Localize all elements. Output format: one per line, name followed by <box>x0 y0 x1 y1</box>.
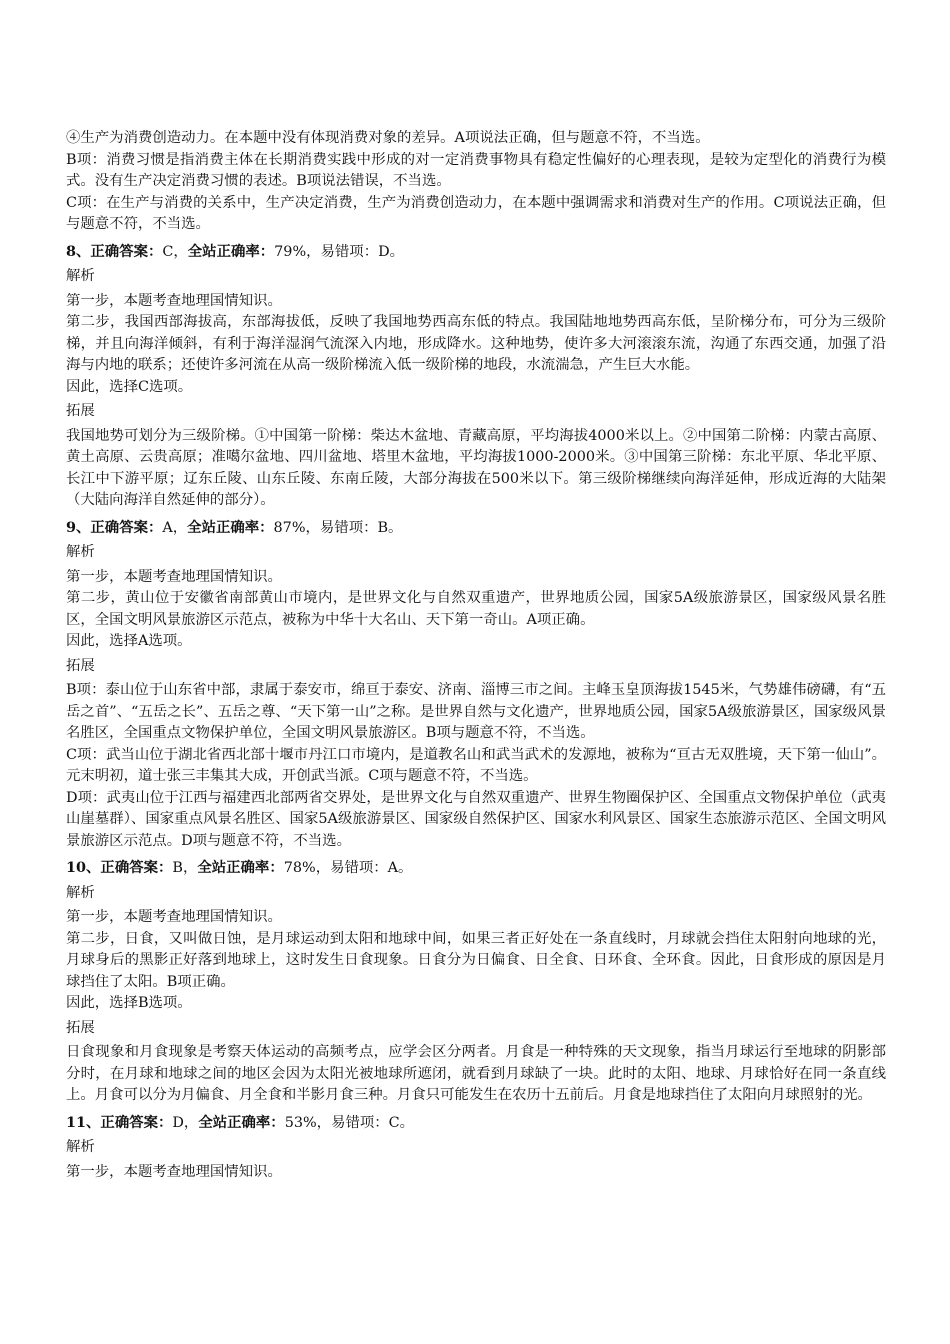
q11-rate-label: 全站正确率： <box>198 1113 285 1131</box>
q9-extension-b: B项：泰山位于山东省中部，隶属于泰安市，绵亘于泰安、济南、淄博三市之间。主峰玉皇顶海拔1545米，气势雄伟磅礴，有“五岳之首”、“五岳之长”、五岳之尊、“天下第一山”之称。是世界自然与文化遗产，世界地质公园，国家5A级旅游景区，国家级风景名胜区，全国重点文物保护单位，全国文明风景旅游区。B项与题意不符，不当选。 <box>66 682 886 741</box>
q10-answer-line <box>66 857 886 880</box>
q8-rate-value: 79%，易错项：D。 <box>274 243 405 260</box>
q10-extension-heading: 拓展 <box>66 1019 95 1036</box>
q9-step1: 第一步，本题考查地理国情知识。 <box>66 568 282 585</box>
q10-conclusion: 因此，选择B选项。 <box>66 995 192 1011</box>
q11-analysis-heading: 解析 <box>66 1139 95 1155</box>
q10-step1: 第一步，本题考查地理国情知识。 <box>66 909 282 925</box>
q8-rate-label: 全站正确率： <box>187 242 275 260</box>
document-page <box>66 128 886 1183</box>
q7-option-b-note: B项：消费习惯是指消费主体在长期消费实践中形成的对一定消费事物具有稳定性偏好的心理表现，是较为定型化的消费行为模式。没有生产决定消费习惯的表述。B项说法错误，不当选。 <box>66 151 886 189</box>
q9-rate-value: 87%，易错项：B。 <box>273 519 403 536</box>
q10-answer-label: 正确答案： <box>100 859 173 876</box>
q9-step2: 第二步，黄山位于安徽省南部黄山市境内，是世界文化与自然双重遗产，世界地质公园，国家5A级旅游景区，国家级风景名胜区，全国文明风景旅游区示范点，被称为中华十大名山、天下第一奇山。A项正确。 <box>66 590 886 628</box>
q9-number: 9、 <box>66 518 91 536</box>
q9-extension-c: C项：武当山位于湖北省西北部十堰市丹江口市境内，是道教名山和武当武术的发源地，被称为“亘古无双胜境，天下第一仙山”。元末明初，道士张三丰集其大成，开创武当派。C项与题意不符，不当选。 <box>66 746 886 784</box>
q8-answer-value: C， <box>162 243 188 260</box>
q8-conclusion: 因此，选择C选项。 <box>66 378 193 395</box>
q11-answer-line <box>66 1112 886 1135</box>
q11-rate-value: 53%，易错项：C。 <box>284 1114 415 1131</box>
q8-step2: 第二步，我国西部海拔高，东部海拔低，反映了我国地势西高东低的特点。我国陆地地势西高东低，呈阶梯分布，可分为三级阶梯，并且向海洋倾斜，有利于海洋湿润气流深入内地，形成降水。这种地势，使许多大河滚滚东流，沟通了东西交通，加强了沿海与内地的联系；还使许多河流在从高一级阶梯流入低一级阶梯的地段，水流湍急，产生巨大水能。 <box>66 314 886 373</box>
q8-answer-line <box>66 241 886 264</box>
q9-analysis-heading: 解析 <box>66 544 95 560</box>
q9-answer-label: 正确答案： <box>90 518 163 536</box>
q9-extension-d: D项：武夷山位于江西与福建西北部两省交界处，是世界文化与自然双重遗产、世界生物圈保护区、全国重点文物保护单位（武夷山崖墓群）、国家重点风景名胜区、国家5A级旅游景区、国家级自然保护区、国家水利风景区、国家生态旅游示范区、全国文明风景旅游区示范点。D项与题意不符，不当选。 <box>66 789 886 849</box>
q8-answer-label: 正确答案： <box>90 242 163 260</box>
q9-answer-value: A， <box>162 519 188 536</box>
q7-option-c-note: C项：在生产与消费的关系中，生产决定消费，生产为消费创造动力，在本题中强调需求和消费对生产的作用。C项说法正确，但与题意不符，不当选。 <box>66 194 886 232</box>
q10-number: 10、 <box>66 859 101 876</box>
q8-number: 8、 <box>66 242 91 260</box>
q9-extension-heading: 拓展 <box>66 657 95 674</box>
q10-analysis-heading: 解析 <box>66 884 95 901</box>
q9-conclusion: 因此，选择A选项。 <box>66 633 192 649</box>
q10-rate-label: 全站正确率： <box>197 859 284 876</box>
q10-rate-value: 78%，易错项：A。 <box>283 860 413 876</box>
q8-analysis-heading: 解析 <box>66 268 95 284</box>
q7-option-a-note: ④生产为消费创造动力。在本题中没有体现消费对象的差异。A项说法正确，但与题意不符，不当选。 <box>66 130 710 146</box>
q11-answer-value: D， <box>172 1114 199 1131</box>
q11-number: 11、 <box>66 1113 101 1131</box>
q8-step1: 第一步，本题考查地理国情知识。 <box>66 292 282 309</box>
q10-step2: 第二步，日食，又叫做日蚀，是月球运动到太阳和地球中间，如果三者正好处在一条直线时，月球就会挡住太阳射向地球的光，月球身后的黑影正好落到地球上，这时发生日食现象。日食分为日偏食、日全食、日环食、全环食。因此，日食形成的原因是月球挡住了太阳。B项正确。 <box>66 930 886 990</box>
q8-extension-heading: 拓展 <box>66 403 95 419</box>
q10-extension: 日食现象和月食现象是考察天体运动的高频考点，应学会区分两者。月食是一种特殊的天文现象，指当月球运行至地球的阴影部分时，在月球和地球之间的地区会因为太阳光被地球所遮闭，就看到月球缺了一块。此时的太阳、地球、月球恰好在同一条直线上。月食可以分为月偏食、月全食和半影月食三种。月食只可能发生在农历十五前后。月食是地球挡住了太阳向月球照射的光。 <box>66 1044 886 1103</box>
q9-rate-label: 全站正确率： <box>187 518 274 536</box>
q9-answer-line <box>66 517 886 540</box>
q11-step1: 第一步，本题考查地理国情知识。 <box>66 1163 282 1180</box>
q8-extension: 我国地势可划分为三级阶梯。①中国第一阶梯：柴达木盆地、青藏高原，平均海拔4000米以上。②中国第二阶梯：内蒙古高原、黄土高原、云贵高原；准噶尔盆地、四川盆地、塔里木盆地，平均海拔1000-2000米。③中国第三阶梯：东北平原、华北平原、长江中下游平原；辽东丘陵、山东丘陵、东南丘陵，大部分海拔在500米以下。第三级阶梯继续向海洋延伸，形成近海的大陆架（大陆向海洋自然延伸的部分）。 <box>66 427 886 508</box>
q11-answer-label: 正确答案： <box>100 1113 173 1131</box>
q10-answer-value: B， <box>172 860 198 876</box>
